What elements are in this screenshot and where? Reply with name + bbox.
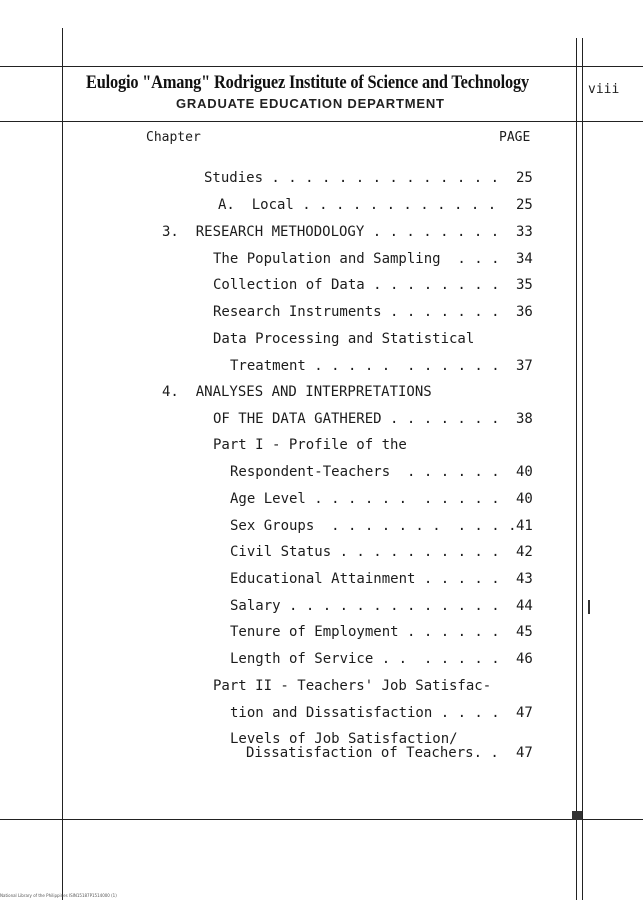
toc-entry-page: 33 xyxy=(516,224,533,240)
toc-entry-text: Part II - Teachers' Job Satisfac- xyxy=(213,678,492,694)
scan-footer-note: National Library of the Philippines ISIN15187P1514000 (1) xyxy=(0,893,117,898)
toc-entry-page: 36 xyxy=(516,304,533,320)
toc-entry-text: Salary . . . . . . . . . . . . . xyxy=(230,598,500,614)
toc-entry-page: 41 xyxy=(516,518,533,534)
toc-entry-text: Levels of Job Satisfaction/ xyxy=(230,731,458,747)
toc-entry-text: Civil Status . . . . . . . . . . xyxy=(230,544,500,560)
scan-mark xyxy=(572,811,582,820)
toc-entry-page: 46 xyxy=(516,651,533,667)
toc-entry-text: Dissatisfaction of Teachers. . xyxy=(246,745,499,761)
toc-entry-text: Length of Service . . . . . . . xyxy=(230,651,500,667)
toc-entry-page: 38 xyxy=(516,411,533,427)
toc-entry-page: 42 xyxy=(516,544,533,560)
department-name: GRADUATE EDUCATION DEPARTMENT xyxy=(176,96,445,111)
scan-mark xyxy=(588,600,590,614)
toc-entry-text: Data Processing and Statistical xyxy=(213,331,475,347)
page-number: viii xyxy=(588,82,620,97)
toc-entry-text: Studies . . . . . . . . . . . . . . xyxy=(204,170,500,186)
toc-entry-page: 37 xyxy=(516,358,533,374)
toc-entry-page: 45 xyxy=(516,624,533,640)
toc-entry-text: 4. ANALYSES AND INTERPRETATIONS xyxy=(162,384,432,400)
toc-entry-page: 40 xyxy=(516,464,533,480)
vertical-rule-left xyxy=(62,28,63,900)
toc-entry-text: 3. RESEARCH METHODOLOGY . . . . . . . . xyxy=(162,224,500,240)
toc-entry-text: Research Instruments . . . . . . . xyxy=(213,304,500,320)
footer-rule xyxy=(0,819,643,820)
toc-entry-text: Tenure of Employment . . . . . . xyxy=(230,624,500,640)
vertical-rule-inner-right xyxy=(576,38,577,900)
toc-entry-text: Age Level . . . . . . . . . . . xyxy=(230,491,500,507)
toc-entry-page: 47 xyxy=(516,745,533,761)
toc-entry-text: A. Local . . . . . . . . . . . . xyxy=(218,197,497,213)
toc-entry-page: 35 xyxy=(516,277,533,293)
page-column-label: PAGE xyxy=(499,130,531,145)
toc-entry-text: Treatment . . . . . . . . . . . xyxy=(230,358,500,374)
institution-name: Eulogio "Amang" Rodriguez Institute of Science and Technology xyxy=(86,72,529,93)
toc-entry-text: The Population and Sampling . . . xyxy=(213,251,500,267)
toc-entry-page: 25 xyxy=(516,197,533,213)
header-top-rule xyxy=(0,66,643,67)
toc-entry-text: Respondent-Teachers . . . . . . xyxy=(230,464,500,480)
toc-entry-text: Educational Attainment . . . . . xyxy=(230,571,500,587)
toc-entry-text: Sex Groups . . . . . . . . . . . xyxy=(230,518,517,534)
vertical-rule-outer-right xyxy=(582,38,583,900)
toc-entry-page: 47 xyxy=(516,705,533,721)
toc-entry-text: tion and Dissatisfaction . . . . xyxy=(230,705,500,721)
header-bottom-rule xyxy=(0,121,643,122)
toc-entry-page: 44 xyxy=(516,598,533,614)
toc-entry-page: 40 xyxy=(516,491,533,507)
chapter-column-label: Chapter xyxy=(146,130,201,145)
toc-entry-page: 43 xyxy=(516,571,533,587)
toc-entry-text: Collection of Data . . . . . . . . xyxy=(213,277,500,293)
toc-entry-text: OF THE DATA GATHERED . . . . . . . xyxy=(213,411,500,427)
toc-entry-page: 25 xyxy=(516,170,533,186)
toc-entry-text: Part I - Profile of the xyxy=(213,437,407,453)
toc-entry-page: 34 xyxy=(516,251,533,267)
